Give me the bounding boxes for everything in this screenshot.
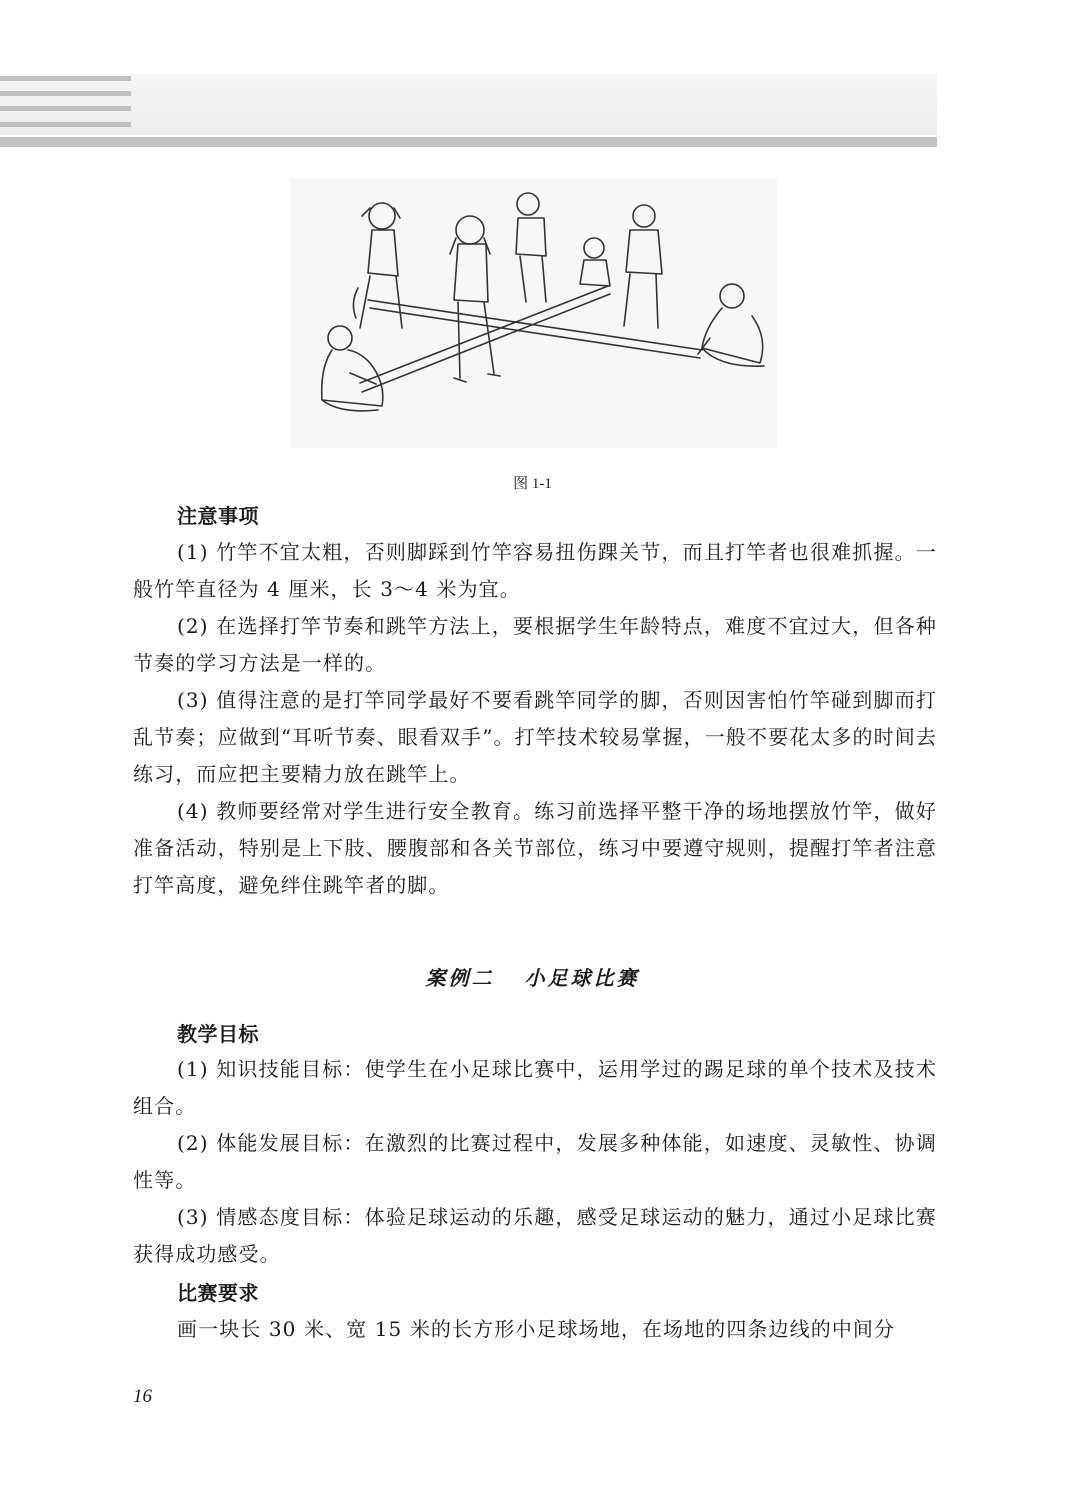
header-stripe <box>0 76 131 81</box>
header-stripe <box>0 106 131 111</box>
notes-heading: 注意事项 <box>177 504 259 528</box>
figure-caption: 图 1-1 <box>513 476 552 492</box>
page-number: 16 <box>133 1386 152 1407</box>
notes-paragraph: (3) 值得注意的是打竿同学最好不要看跳竿同学的脚，否则因害怕竹竿碰到脚而打乱节奏；应做到“耳听节奏、眼看双手”。打竿技术较易掌握，一般不要花太多的时间去练习，而应把主要精力放在跳竿上。 <box>133 688 937 786</box>
goals-paragraph: (3) 情感态度目标：体验足球运动的乐趣，感受足球运动的魅力，通过小足球比赛获得成功感受。 <box>133 1205 937 1266</box>
goals-paragraph: (2) 体能发展目标：在激烈的比赛过程中，发展多种体能，如速度、灵敏性、协调性等。 <box>133 1131 937 1192</box>
notes-paragraph: (1) 竹竿不宜太粗，否则脚踩到竹竿容易扭伤踝关节，而且打竿者也很难抓握。一般竹竿直径为 4 厘米，长 3～4 米为宜。 <box>133 540 937 601</box>
case-name: 小足球比赛 <box>524 966 640 990</box>
rules-paragraph: 画一块长 30 米、宽 15 米的长方形小足球场地，在场地的四条边线的中间分 <box>177 1317 896 1341</box>
seated-child-left <box>322 326 383 411</box>
notes-paragraph: (2) 在选择打竿节奏和跳竿方法上，要根据学生年龄特点，难度不宜过大，但各种节奏的学习方法是一样的。 <box>133 614 937 675</box>
rules-body <box>133 1311 937 1348</box>
header-stripe <box>0 91 131 96</box>
header-band <box>0 74 937 135</box>
bamboo-pole-dance-illustration <box>290 178 777 448</box>
seated-child-middle <box>580 238 610 286</box>
jumping-child-right <box>624 205 662 328</box>
notes-body <box>133 534 937 904</box>
rules-heading: 比赛要求 <box>177 1281 259 1305</box>
notes-paragraph: (4) 教师要经常对学生进行安全教育。练习前选择平整干净的场地摆放竹竿，做好准备活动，特别是上下肢、腰腹部和各关节部位，练习中要遵守规则，提醒打竿者注意打竿高度，避免绊住跳竿者的脚。 <box>133 799 937 897</box>
goals-heading: 教学目标 <box>177 1022 259 1046</box>
goals-body <box>133 1051 937 1273</box>
figure-illustration <box>290 178 777 448</box>
jumping-child-top <box>516 193 546 302</box>
header-stripe <box>0 122 131 127</box>
seated-child-right <box>698 284 764 366</box>
header-rule <box>0 137 937 147</box>
bamboo-poles <box>360 286 702 392</box>
case-label: 案例二 <box>425 966 495 990</box>
jumping-child-center <box>450 216 500 382</box>
case-title <box>0 962 1065 991</box>
goals-paragraph: (1) 知识技能目标：使学生在小足球比赛中，运用学过的踢足球的单个技术及技术组合。 <box>133 1057 937 1118</box>
